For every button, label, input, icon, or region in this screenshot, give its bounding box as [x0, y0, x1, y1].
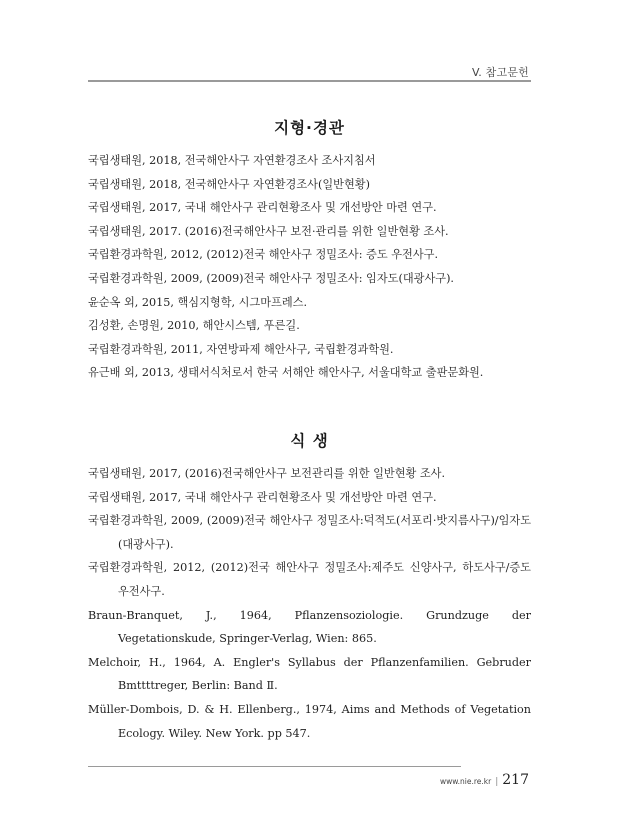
- footer-divider: [88, 766, 461, 767]
- reference-list-landform: [88, 149, 531, 385]
- reference-item: 국립생태원, 2018, 전국해안사구 자연환경조사 조사지침서: [88, 154, 376, 167]
- reference-item: 국립환경과학원, 2012, (2012)전국 해안사구 정밀조사: 증도 우전사구.: [88, 248, 439, 262]
- reference-item: 국립생태원, 2018, 전국해안사구 자연환경조사(일반현황): [88, 177, 370, 191]
- reference-item: Müller-Dombois, D. & H. Ellenberg., 1974, Aims and Methods of Vegetation Ecology. Wiley. New York. pp 547.: [88, 702, 531, 740]
- reference-item: 윤순옥 외, 2015, 핵심지형학, 시그마프레스.: [88, 295, 308, 309]
- reference-list-vegetation: [88, 462, 531, 745]
- page-number: 217: [502, 772, 529, 788]
- section-title-vegetation: 식 생: [290, 432, 329, 450]
- reference-item: Melchoir, H., 1964, A. Engler's Syllabus der Pflanzenfamilien. Gebruder Bmttttreger, Berlin: Band Ⅱ.: [88, 655, 531, 693]
- reference-item: 국립생태원, 2017, 국내 해안사구 관리현황조사 및 개선방안 마련 연구.: [88, 490, 437, 504]
- reference-item: 국립환경과학원, 2011, 자연방파제 해안사구, 국립환경과학원.: [88, 342, 394, 356]
- footer-separator: |: [495, 777, 499, 787]
- page-footer: [440, 772, 529, 788]
- reference-item: 국립환경과학원, 2009, (2009)전국 해안사구 정밀조사:덕적도(서포리·밧지름사구)/임자도(대광사구).: [88, 514, 531, 551]
- footer-url: www.nie.re.kr: [439, 777, 492, 786]
- reference-item: 김성환, 손명원, 2010, 해안시스템, 푸른길.: [88, 319, 300, 333]
- reference-item: 국립환경과학원, 2012, (2012)전국 해안사구 정밀조사:제주도 신양사구, 하도사구/증도 우전사구.: [88, 561, 531, 598]
- reference-item: 국립생태원, 2017. (2016)전국해안사구 보전·관리를 위한 일반현황 조사.: [88, 224, 449, 238]
- reference-item: 국립환경과학원, 2009, (2009)전국 해안사구 정밀조사: 임자도(대광사구).: [88, 271, 454, 285]
- reference-item: Braun-Branquet, J., 1964, Pflanzensoziologie. Grundzuge der Vegetationskude, Springer-Verlag, Wien: 865.: [88, 608, 531, 646]
- reference-item: 국립생태원, 2017, 국내 해안사구 관리현황조사 및 개선방안 마련 연구.: [88, 201, 437, 215]
- section-title-landform: 지형·경관: [274, 119, 345, 137]
- running-header: V. 참고문헌: [471, 66, 529, 79]
- reference-item: 국립생태원, 2017, (2016)전국해안사구 보전관리를 위한 일반현황 조사.: [88, 467, 446, 480]
- header-divider: [88, 80, 531, 82]
- reference-item: 유근배 외, 2013, 생태서식처로서 한국 서해안 해안사구, 서울대학교 출판문화원.: [88, 366, 484, 380]
